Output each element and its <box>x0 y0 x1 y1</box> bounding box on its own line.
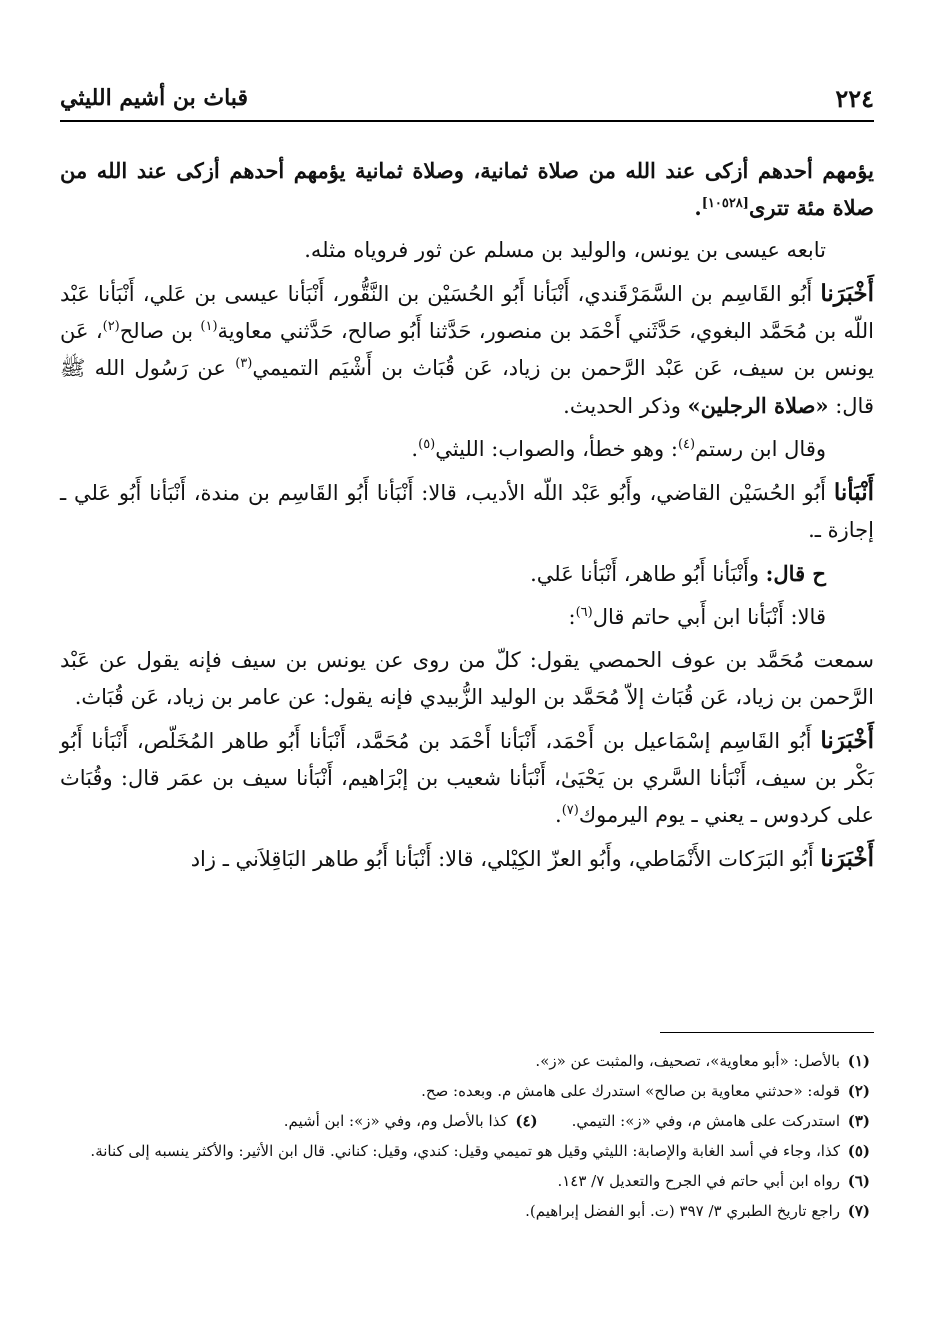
paragraph-3-text: عن رَسُول الله ﷺ قال: <box>60 356 874 418</box>
paragraph-4 <box>60 431 874 468</box>
footnotes <box>60 1046 870 1226</box>
footnote-text: بالأصل: «أبو معاوية»، تصحيف، والمثبت عن «ز». <box>535 1052 840 1070</box>
footnote-number: (٥) <box>847 1142 870 1160</box>
paragraph-9 <box>60 722 874 834</box>
footnote-item <box>60 1076 870 1106</box>
page-header <box>60 76 874 122</box>
isnad-lead: أَنْبَأنا <box>833 479 874 506</box>
paragraph-7-text: قالا: أَنْبَأنا ابن أَبي حاتم قال <box>592 605 826 629</box>
footnote-item <box>572 1106 870 1136</box>
paragraph-4-text: : وهو خطأ، والصواب: الليثي <box>435 437 678 461</box>
hadith-ref: [١٠٥٢٨] <box>701 196 749 211</box>
running-title: قباث بن أشيم الليثي <box>60 85 248 111</box>
isnad-lead: ح قال: <box>765 561 826 586</box>
footnote-item <box>60 1136 870 1166</box>
paragraph-3-text: بن صالح <box>119 319 201 343</box>
paragraph-6 <box>60 555 874 593</box>
isnad-lead: أَخْبَرَنا <box>820 280 874 307</box>
footnote-item <box>60 1046 870 1076</box>
footnote-number: (٧) <box>847 1202 870 1220</box>
paragraph-1: يؤمهم أحدهم أزكى عند الله من صلاة ثمانية، وصلاة ثمانية يؤمهم أحدهم أزكى عند الله من صلاة مئة تترى[١٠٥٢٨]. <box>60 158 874 220</box>
footnote-marker: (٤) <box>677 437 696 452</box>
footnote-marker: (٦) <box>575 605 593 620</box>
isnad-lead: أَخْبَرَنا <box>820 727 874 754</box>
footnote-number: (٢) <box>847 1082 870 1100</box>
footnote-row <box>60 1106 870 1136</box>
paragraph-4-text: وقال ابن رستم <box>695 437 826 461</box>
paragraph-5 <box>60 474 874 549</box>
footnote-text: كذا، وجاء في أسد الغابة والإصابة: الليثي وقيل هو تميمي وقيل: كندي، وقيل: كناني. قال ابن الأثير: والأكثر ينسبه إلى كنانة. <box>90 1142 840 1160</box>
paragraph-5-text: أَبُو الحُسَيْن القاضي، وأَبُو عَبْد اللّه الأديب، قالا: أَنْبَأنا أَبُو القَاسِم بن مندة، أَنْبَأنا أَبُو عَلي ـ إجازة ـ. <box>60 481 874 542</box>
main-text <box>60 152 874 884</box>
footnote-marker: (٢) <box>102 319 120 334</box>
footnote-text: قوله: «حدثني معاوية بن صالح» استدرك على هامش م. وبعده: صح. <box>421 1082 840 1100</box>
page-number: ٢٢٤ <box>835 83 874 113</box>
paragraph-3-text: وذكر الحديث. <box>563 394 688 418</box>
footnote-item <box>60 1166 870 1196</box>
footnote-number: (٤) <box>515 1112 538 1130</box>
quoted-title: «صلاة الرجلين» <box>687 393 829 418</box>
paragraph-10-text: أَبُو البَرَكات الأَنْمَاطي، وأَبُو العزّ الكِيْلي، قالا: أَنْبَأنا أَبُو طاهر البَاقِلاَني ـ زاد <box>190 847 821 871</box>
paragraph-4-text: . <box>411 437 419 461</box>
paragraph-3 <box>60 275 874 425</box>
isnad-lead: أَخْبَرَنا <box>820 845 874 872</box>
paragraph-9-text: أَبُو القَاسِم إسْمَاعيل بن أَحْمَد، أَنْبَأنا أَحْمَد بن مُحَمَّد، أَنْبَأنا أَبُو طاهر المُخَلّص، أَنْبَأنا أَبُو بَكْر بن سيف، أَنْبَأنا السَّري بن يَحْيَىٰ، أَنْبَأنا شعيب بن إبْرَاهيم، أَنْبَأنا سيف بن عمَر قال: وقُبَاث على كردوس ـ يعني ـ يوم اليرموك <box>60 729 874 827</box>
paragraph-3-text: ، عَن يونس بن سيف، عَن عَبْد الرَّحمن بن زياد، عَن قُبَاث بن أَشْيَم التميمي <box>60 319 875 380</box>
footnote-text: رواه ابن أبي حاتم في الجرح والتعديل ٧/ ١٤٣. <box>557 1172 840 1190</box>
footnote-number: (١) <box>847 1052 870 1070</box>
paragraph-1-text: يؤمهم أحدهم أزكى عند الله من صلاة ثمانية، وصلاة ثمانية يؤمهم أحدهم أزكى عند الله من صلاة مئة تترى <box>60 158 874 220</box>
paragraph-8: سمعت مُحَمَّد بن عوف الحمصي يقول: كلّ من روى عن يونس بن سيف فإنه يقول عن عَبْد الرَّحمن بن زياد، عَن قُبَاث إلاّ مُحَمَّد بن الوليد الزُّبيدي فإنه يقول: عن عامر بن زياد، عَن قُبَاث. <box>60 648 874 709</box>
footnote-divider <box>660 1032 874 1033</box>
paragraph-9-text: . <box>555 803 562 827</box>
paragraph-3-text: أَبُو القَاسِم بن السَّمَرْقَندي، أَنْبَأنا أَبُو الحُسَيْن بن النَّقُّور، أَنْبَأنا عيسى بن عَلي، أَنْبَأنا عَبْد اللّه بن مُحَمَّد البغوي، حَدَّثَني أَحْمَد بن منصور، حَدَّثنا أَبُو صالح، حَدَّثني معاوية <box>60 282 874 343</box>
footnote-item <box>60 1196 870 1226</box>
paragraph-7-text: : <box>568 605 576 629</box>
footnote-marker: (٣) <box>235 356 253 371</box>
footnote-number: (٣) <box>847 1112 870 1130</box>
footnote-marker: (١) <box>200 319 218 334</box>
paragraph-2: تابعه عيسى بن يونس، والوليد بن مسلم عن ثور فروياه مثله. <box>304 238 826 262</box>
paragraph-6-text: وأَنْبَأنا أَبُو طاهر، أَنْبَأنا عَلي. <box>530 562 766 586</box>
footnote-number: (٦) <box>847 1172 870 1190</box>
footnote-marker: (٥) <box>418 437 436 452</box>
footnote-marker: (٧) <box>561 803 579 818</box>
paragraph-7 <box>60 599 874 636</box>
footnote-item <box>284 1106 538 1136</box>
paragraph-10 <box>60 840 874 878</box>
footnote-text: استدركت على هامش م، وفي «ز»: التيمي. <box>571 1112 840 1130</box>
footnote-text: كذا بالأصل وم، وفي «ز»: ابن أشيم. <box>283 1112 508 1130</box>
footnote-text: راجع تاريخ الطبري ٣/ ٣٩٧ (ت. أبو الفضل إبراهيم). <box>525 1202 840 1220</box>
